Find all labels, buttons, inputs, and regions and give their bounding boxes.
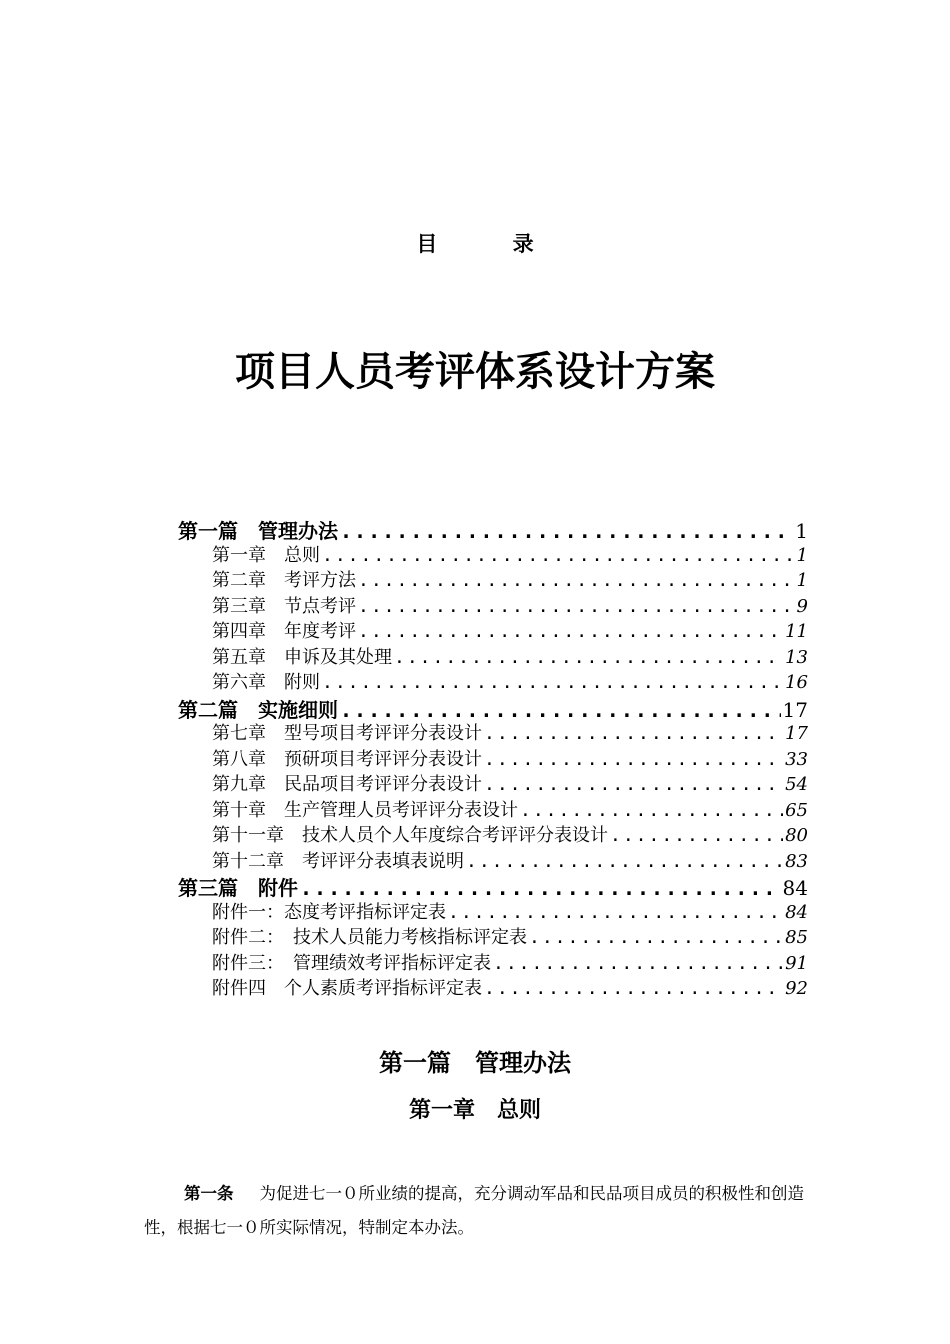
toc-chapter-entry[interactable]: [178, 617, 808, 643]
toc-chapter-entry[interactable]: [178, 821, 808, 847]
toc-dot-leader: [358, 621, 783, 642]
document-title: 项目人员考评体系设计方案: [235, 349, 715, 395]
toc-entry-page: 85: [785, 927, 808, 948]
toc-entry-page: 17: [785, 723, 808, 744]
toc-dot-leader: [610, 825, 783, 846]
toc-chapter-entry[interactable]: [178, 668, 808, 694]
toc-dot-leader: [340, 698, 781, 720]
toc-entry-label: 附件一：态度考评指标评定表: [212, 901, 446, 923]
toc-dot-leader: [520, 800, 783, 821]
table-of-contents: [178, 515, 808, 1000]
toc-entry-label: 第二章 考评方法: [212, 570, 356, 591]
toc-entry-label: 附件四 个人素质考评指标评定表: [212, 978, 482, 999]
toc-part-entry[interactable]: [178, 515, 808, 541]
toc-entry-label: 第十一章 技术人员个人年度综合考评评分表设计: [212, 825, 608, 846]
toc-entry-label: 第七章 型号项目考评评分表设计: [212, 723, 482, 744]
toc-entry-page: 17: [782, 697, 808, 719]
toc-dot-leader: [322, 672, 783, 693]
toc-entry-page: 11: [785, 621, 808, 642]
toc-part-entry[interactable]: [178, 694, 808, 720]
toc-entry-label: 第六章 附则: [212, 672, 320, 693]
toc-entry-page: 84: [785, 901, 808, 923]
toc-entry-page: 16: [785, 672, 808, 693]
toc-chapter-entry[interactable]: [178, 847, 808, 873]
toc-entry-label: 第四章 年度考评: [212, 621, 356, 642]
toc-entry-page: 54: [785, 774, 808, 795]
toc-dot-leader: [484, 978, 783, 999]
toc-entry-label: 第二篇 实施细则: [178, 697, 338, 719]
toc-dot-leader: [340, 519, 793, 541]
chapter-heading: 第一章 总则: [408, 1098, 541, 1123]
toc-chapter-entry[interactable]: [178, 719, 808, 745]
toc-dot-leader: [529, 927, 783, 948]
toc-entry-label: 第一章 总则: [212, 544, 320, 566]
toc-dot-leader: [358, 596, 795, 617]
toc-entry-page: 1: [795, 519, 808, 541]
toc-entry-label: 附件二： 技术人员能力考核指标评定表: [212, 927, 527, 948]
article-text: 为促进七一０所业绩的提高，充分调动军品和民品项目成员的积极性和创造性，根据七一０所实际情况，特制定本办法。: [144, 1183, 804, 1237]
toc-chapter-entry[interactable]: [178, 974, 808, 1000]
toc-entry-page: 1: [796, 570, 808, 591]
toc-chapter-entry[interactable]: [178, 923, 808, 949]
toc-entry-label: 第三篇 附件: [178, 876, 298, 898]
toc-chapter-entry[interactable]: [178, 898, 808, 924]
toc-entry-label: 第五章 申诉及其处理: [212, 646, 392, 668]
toc-entry-page: 91: [785, 952, 808, 974]
toc-chapter-entry[interactable]: [178, 949, 808, 975]
toc-dot-leader: [484, 723, 783, 744]
toc-dot-leader: [493, 953, 783, 974]
toc-entry-page: 9: [796, 595, 808, 617]
toc-dot-leader: [322, 545, 795, 566]
toc-dot-leader: [394, 647, 783, 668]
toc-entry-label: 第八章 预研项目考评评分表设计: [212, 748, 482, 770]
toc-entry-label: 附件三： 管理绩效考评指标评定表: [212, 952, 491, 974]
toc-dot-leader: [484, 774, 783, 795]
toc-entry-label: 第三章 节点考评: [212, 595, 356, 617]
toc-chapter-entry[interactable]: [178, 796, 808, 822]
toc-chapter-entry[interactable]: [178, 592, 808, 618]
toc-entry-page: 13: [785, 646, 808, 668]
toc-chapter-entry[interactable]: [178, 643, 808, 669]
toc-dot-leader: [358, 570, 795, 591]
toc-entry-page: 83: [785, 850, 808, 872]
toc-dot-leader: [484, 749, 783, 770]
toc-entry-page: 65: [785, 799, 808, 821]
article-label: 第一条: [184, 1183, 234, 1203]
toc-part-entry[interactable]: [178, 872, 808, 898]
toc-entry-page: 80: [785, 825, 808, 846]
toc-chapter-entry[interactable]: [178, 566, 808, 592]
toc-entry-page: 33: [785, 748, 808, 770]
toc-dot-leader: [448, 902, 783, 923]
toc-entry-label: 第一篇 管理办法: [178, 519, 338, 541]
toc-entry-page: 92: [785, 978, 808, 999]
toc-dot-leader: [300, 876, 781, 898]
part-heading: 第一篇 管理办法: [379, 1049, 571, 1077]
toc-chapter-entry[interactable]: [178, 541, 808, 567]
toc-heading: 目 录: [416, 232, 568, 256]
toc-chapter-entry[interactable]: [178, 745, 808, 771]
toc-entry-label: 第九章 民品项目考评评分表设计: [212, 774, 482, 795]
toc-entry-label: 第十二章 考评评分表填表说明: [212, 850, 464, 872]
toc-chapter-entry[interactable]: [178, 770, 808, 796]
toc-dot-leader: [466, 851, 783, 872]
article-paragraph: [144, 1177, 809, 1245]
toc-entry-page: 84: [782, 876, 808, 898]
toc-entry-page: 1: [796, 544, 808, 566]
toc-entry-label: 第十章 生产管理人员考评评分表设计: [212, 799, 518, 821]
